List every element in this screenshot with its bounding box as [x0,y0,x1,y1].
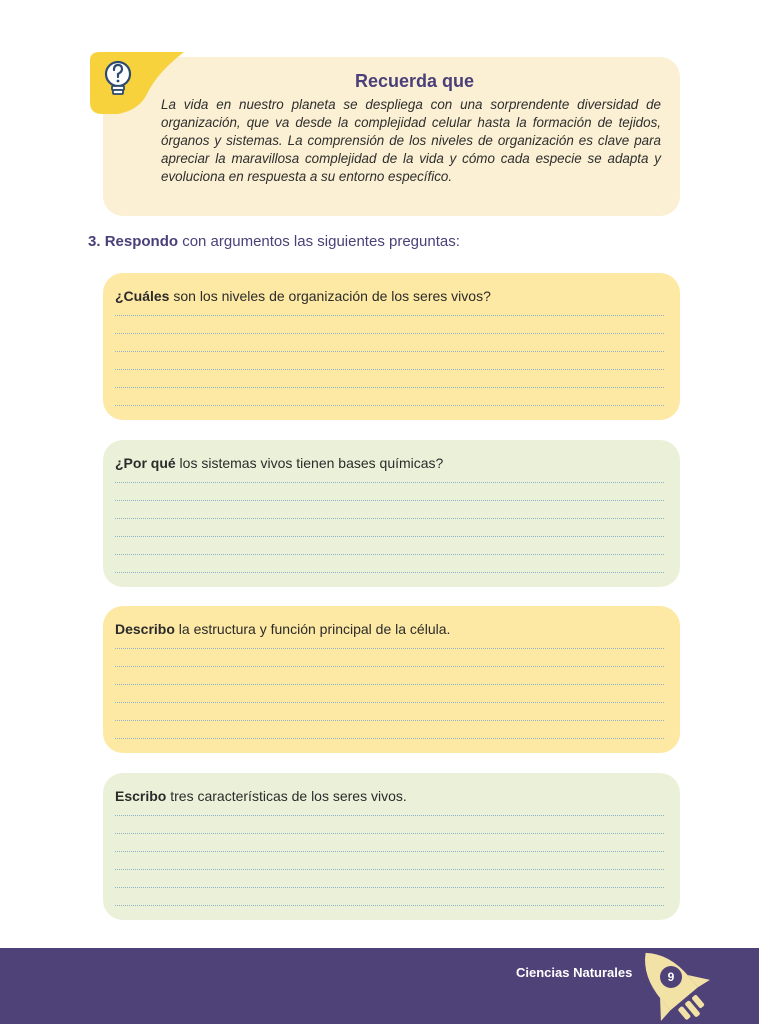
answer-line[interactable] [115,738,664,739]
answer-line[interactable] [115,702,664,703]
answer-line[interactable] [115,536,664,537]
question-rest: la estructura y función principal de la célula. [174,621,451,637]
question-lead: Describo [115,621,175,637]
answer-line[interactable] [115,869,664,870]
answer-line[interactable] [115,905,664,906]
answer-line[interactable] [115,815,664,816]
question-lead: ¿Cuáles [115,288,170,304]
instruction [88,233,460,250]
question-rest: los sistemas vivos tienen bases químicas? [175,455,444,471]
answer-line[interactable] [115,720,664,721]
answer-line[interactable] [115,684,664,685]
answer-line[interactable] [115,387,664,388]
answer-line[interactable] [115,648,664,649]
instruction-text: con argumentos las siguientes preguntas: [178,233,460,250]
answer-line[interactable] [115,351,664,352]
question-text [115,455,443,471]
answer-line[interactable] [115,369,664,370]
answer-line[interactable] [115,833,664,834]
subject-label: Ciencias Naturales [516,965,633,980]
question-text [115,621,450,637]
answer-line[interactable] [115,482,664,483]
answer-line[interactable] [115,333,664,334]
answer-line[interactable] [115,315,664,316]
answer-line[interactable] [115,572,664,573]
question-text [115,288,491,304]
answer-line[interactable] [115,887,664,888]
instruction-number: 3. [88,233,101,250]
question-lead: Escribo [115,788,167,804]
lightbulb-question-icon [88,48,188,118]
instruction-verb: Respondo [104,233,179,250]
page-footer [0,948,759,1024]
recuerda-text: La vida en nuestro planeta se despliega con una sorprendente diversidad de organización, que va desde la complejidad celular hasta la formación de tejidos, órganos y sistemas. La comprensión de los niveles de organización es clave para apreciar la maravillosa complejidad de la vida y cómo cada especie se adapta y evoluciona en respuesta a su entorno específico. [161,97,661,184]
recuerda-box [103,57,680,216]
question-card-1 [103,273,680,420]
answer-line[interactable] [115,554,664,555]
answer-line[interactable] [115,851,664,852]
question-rest: tres características de los seres vivos. [166,788,407,804]
question-card-3 [103,606,680,753]
answer-line[interactable] [115,666,664,667]
rocket-icon [630,948,740,1024]
answer-line[interactable] [115,500,664,501]
answer-line[interactable] [115,405,664,406]
answer-line[interactable] [115,518,664,519]
question-lead: ¿Por qué [115,455,176,471]
question-text [115,788,407,804]
recuerda-title: Recuerda que [354,71,475,91]
page-number: 9 [660,966,682,988]
question-card-4 [103,773,680,920]
question-rest: son los niveles de organización de los seres vivos? [169,288,491,304]
question-card-2 [103,440,680,587]
